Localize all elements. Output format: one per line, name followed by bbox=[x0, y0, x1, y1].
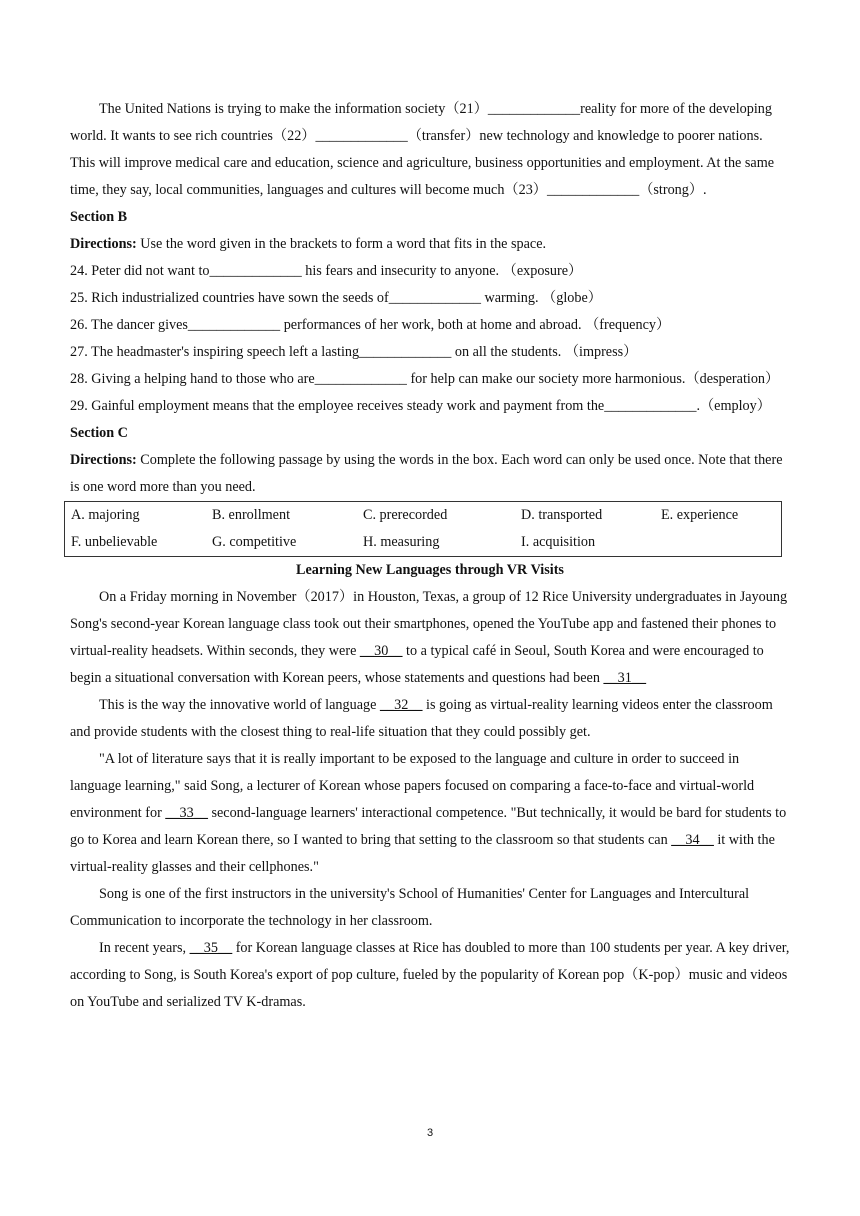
word-option bbox=[661, 529, 781, 556]
word-option: H. measuring bbox=[363, 534, 440, 550]
blank-32: __32__ bbox=[379, 697, 423, 713]
word-option: E. experience bbox=[661, 507, 739, 523]
text-run: This is the way the innovative world of language bbox=[99, 697, 380, 713]
passage-paragraph-5 bbox=[70, 935, 790, 1016]
intro-paragraph: The United Nations is trying to make the information society（21）_____________reality for more of the developing world. It wants to see rich countries（22）_____________（transfer）new technology and knowledge to poorer nations. This will improve medical care and education, science and agriculture, business opportunities and employment. At the same time, they say, local communities, languages and cultures will become much（23）_____________（strong）. bbox=[70, 101, 775, 198]
directions-text: Use the word given in the brackets to form a word that fits in the space. bbox=[136, 236, 547, 252]
section-c-heading: Section C bbox=[70, 425, 128, 441]
directions-label: Directions: bbox=[70, 236, 137, 252]
word-option: I. acquisition bbox=[521, 534, 596, 550]
passage-title: Learning New Languages through VR Visits bbox=[296, 562, 564, 578]
word-box bbox=[64, 501, 782, 557]
question-26: 26. The dancer gives_____________ performances of her work, both at home and abroad. （frequency） bbox=[70, 317, 671, 333]
directions-label: Directions: bbox=[70, 452, 137, 468]
question-29: 29. Gainful employment means that the employee receives steady work and payment from the_____________.（employ） bbox=[70, 398, 771, 414]
text-run: "A lot of literature says that it is really important to be exposed to the language and culture in order to succeed in language learning," said Song, a lecturer of Korean whose papers focused on comparing a face-to-face and virtual-world environment for bbox=[70, 751, 755, 821]
passage-paragraph-4: Song is one of the first instructors in the university's School of Humanities' Center for Languages and Intercultural Communication to incorporate the technology in her classroom. bbox=[70, 886, 750, 929]
blank-34: __34__ bbox=[671, 832, 714, 848]
blank-33: __33__ bbox=[165, 805, 208, 821]
blank-30: __30__ bbox=[359, 643, 403, 659]
text-run: to a typical café in Seoul, South Korea and were encouraged to begin a situational conversation with Korean peers, whose statements and questions had been bbox=[70, 643, 764, 686]
question-27: 27. The headmaster's inspiring speech left a lasting_____________ on all the students. （impress） bbox=[70, 344, 638, 360]
word-option: C. prerecorded bbox=[363, 507, 448, 523]
section-c-directions bbox=[70, 447, 790, 501]
text-run: it with the virtual-reality glasses and their cellphones." bbox=[70, 832, 775, 875]
word-option: G. competitive bbox=[212, 534, 297, 550]
section-b-directions bbox=[70, 231, 790, 258]
blank-35: __35__ bbox=[189, 940, 233, 956]
passage-paragraph-3 bbox=[70, 746, 790, 881]
text-run: for Korean language classes at Rice has doubled to more than 100 students per year. A key driver, according to Song, is South Korea's export of pop culture, fueled by the popularity of Korean pop（K-pop）music and videos on YouTube and serialized TV K-dramas. bbox=[70, 940, 790, 1010]
text-run: On a Friday morning in November（2017）in Houston, Texas, a group of 12 Rice University undergraduates in Jayoung Song's second-year Korean language class took out their smartphones, opened the YouTube app and fastened their phones to virtual-reality headsets. Within seconds, they were bbox=[70, 589, 788, 659]
word-box-row bbox=[71, 502, 781, 529]
text-run: In recent years, bbox=[99, 940, 190, 956]
question-25: 25. Rich industrialized countries have sown the seeds of_____________ warming. （globe） bbox=[70, 290, 602, 306]
text-run: is going as virtual-reality learning videos enter the classroom and provide students with the closest thing to real-life situation that they could possibly get. bbox=[70, 697, 773, 740]
section-b-heading: Section B bbox=[70, 209, 128, 225]
word-box-row bbox=[71, 529, 781, 556]
word-option: A. majoring bbox=[71, 507, 140, 523]
page-number: 3 bbox=[426, 1127, 434, 1139]
document-page bbox=[70, 96, 790, 1016]
text-run: second-language learners' interactional competence. "But technically, it would be bard for students to go to Korea and learn Korean there, so I wanted to bring that setting to the classroom so that students can bbox=[70, 805, 787, 848]
passage-paragraph-1 bbox=[70, 584, 790, 692]
word-option: D. transported bbox=[521, 507, 603, 523]
question-28: 28. Giving a helping hand to those who are_____________ for help can make our society more harmonious.（desperation） bbox=[70, 371, 780, 387]
question-24: 24. Peter did not want to_____________ his fears and insecurity to anyone. （exposure） bbox=[70, 263, 583, 279]
blank-31: __31__ bbox=[603, 670, 647, 686]
directions-text: Complete the following passage by using the words in the box. Each word can only be used once. Note that there is one word more than you need. bbox=[70, 452, 783, 495]
word-option: F. unbelievable bbox=[71, 534, 158, 550]
word-option: B. enrollment bbox=[212, 507, 291, 523]
passage-paragraph-2 bbox=[70, 692, 790, 746]
